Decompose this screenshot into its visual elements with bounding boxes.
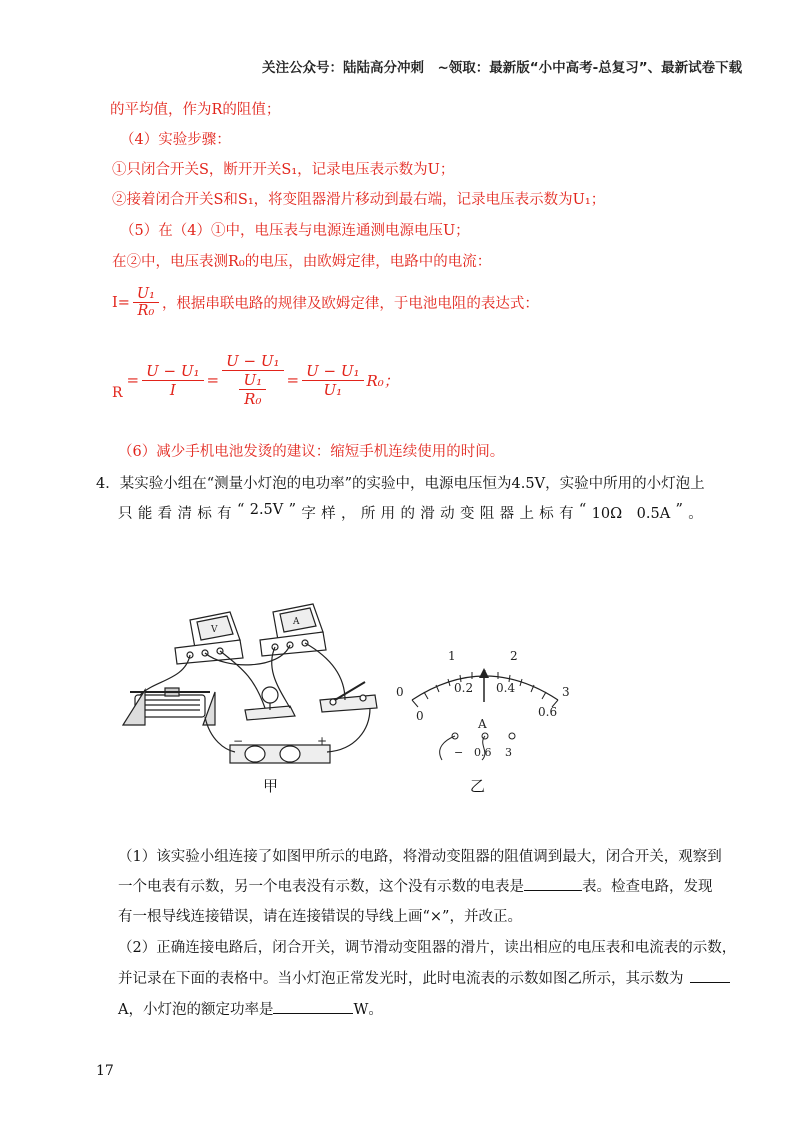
scale-label-top: 2	[510, 649, 518, 663]
fraction-denominator: I	[169, 380, 176, 399]
spread-char: 有	[559, 506, 574, 522]
spread-char: 有	[217, 506, 232, 522]
spread-char: ”	[288, 502, 296, 518]
spread-char: “	[578, 502, 587, 518]
fraction-u1-r0	[133, 286, 159, 319]
fraction-denominator: U₁	[323, 380, 343, 399]
terminal-icon	[509, 733, 515, 739]
fraction-3	[302, 362, 363, 399]
spread-char: 2.5V	[249, 502, 284, 518]
ammeter-icon	[260, 604, 326, 656]
part-2-line-3	[118, 998, 383, 1019]
fraction-numerator: U₁	[239, 371, 266, 390]
spread-char: 样	[321, 506, 336, 522]
text-span: 表。检查电路，发现	[582, 879, 713, 895]
text-line: （5）在（4）①中，电压表与电源连通测电源电压U；	[120, 223, 470, 239]
part-2-line-2	[118, 967, 730, 988]
text-span: 并记录在下面的表格中。当小灯泡正常发光时，此时电流表的示数如图乙所示，其示数为	[118, 971, 684, 987]
spread-char: 能	[137, 506, 153, 522]
page-number: 17	[96, 1063, 114, 1079]
scale-label-bottom: 0.2	[454, 681, 474, 695]
rheostat-icon	[123, 688, 215, 725]
page-header: 关注公众号：陆陆高分冲刺 ~领取：最新版“小中高考-总复习”、最新试卷下载	[262, 60, 743, 76]
text-line: 的平均值，作为R的阻值；	[110, 102, 281, 118]
spread-char: 阻	[479, 506, 495, 522]
equals-sign: =	[126, 371, 140, 389]
terminal-label: 3	[505, 746, 512, 759]
spread-char: 的	[400, 506, 415, 522]
switch-icon	[320, 682, 377, 712]
text-line: （4）实验步骤：	[120, 132, 231, 148]
spread-char: 清	[177, 506, 192, 522]
formula-suffix: ，根据串联电路的规律及欧姆定律，于电池电阻的表达式：	[161, 296, 539, 312]
spread-char: “	[236, 502, 245, 518]
spread-char: 所	[360, 506, 376, 522]
answer-blank[interactable]	[690, 968, 730, 983]
scale-label-top-right: 3	[562, 685, 570, 699]
spread-char: 用	[380, 506, 396, 522]
battery-icon	[230, 734, 330, 763]
fraction-numerator: U − U₁	[142, 362, 203, 381]
spread-char: 。	[688, 506, 703, 522]
spread-char: 变	[459, 506, 475, 522]
fraction-numerator: U₁	[133, 286, 159, 303]
fraction-denominator	[232, 371, 273, 408]
part-2-line-1: （2）正确连接电路后，闭合开关，调节滑动变阻器的滑片，读出相应的电压表和电流表的示数，	[118, 940, 737, 956]
equation-lhs: R	[112, 385, 123, 401]
figure-label-jia: 甲	[263, 777, 279, 795]
spread-char: 字	[301, 506, 316, 522]
question-4-line-1: 4．某实验小组在“测量小灯泡的电功率”的实验中，电源电压恒为4.5V，实验中所用的小灯泡上	[96, 476, 705, 492]
scale-label-bottom-left: 0	[416, 709, 424, 723]
ammeter-label: A	[293, 617, 300, 627]
nested-fraction	[239, 371, 266, 408]
spread-char: 器	[499, 506, 515, 522]
text-span: A，小灯泡的额定功率是	[118, 1002, 274, 1018]
text-line: 在②中，电压表测R₀的电压，由欧姆定律，电路中的电流：	[112, 254, 492, 270]
wire-icon	[440, 736, 455, 760]
scale-arc	[412, 676, 558, 700]
equals-sign: =	[286, 371, 300, 389]
scale-label-top-left: 0	[396, 685, 404, 699]
fraction-denominator: R₀	[137, 303, 155, 319]
scale-label-bottom-right: 0.6	[538, 705, 558, 719]
answer-blank[interactable]	[273, 999, 353, 1014]
formula-prefix: I=	[112, 294, 130, 311]
scale-label-top: 1	[448, 649, 456, 663]
spread-char: 标	[539, 506, 554, 522]
spread-char: 动	[440, 506, 455, 522]
needle-arrow-icon	[479, 668, 489, 678]
meter-unit: A	[478, 717, 487, 731]
text-line: ②接着闭合开关S和S₁，将变阻器滑片移动到最右端，记录电压表示数为U₁；	[112, 192, 606, 208]
fraction-2	[222, 352, 283, 408]
equation-tail: R₀；	[366, 371, 399, 390]
question-4-line-2	[118, 502, 703, 523]
current-formula	[112, 286, 539, 319]
spread-char: 滑	[420, 506, 435, 522]
circuit-figure	[115, 600, 385, 780]
answer-blank[interactable]	[524, 876, 582, 891]
svg-text:+: +	[317, 734, 328, 748]
part-1-line-3: 有一根导线连接错误，请在连接错误的导线上画“×”，并改正。	[118, 909, 522, 925]
fraction-1	[142, 362, 203, 399]
figure-label-yi: 乙	[470, 777, 486, 795]
svg-text:−: −	[233, 734, 244, 748]
ammeter-scale-figure	[390, 640, 590, 770]
text-span: 一个电表有示数，另一个电表没有示数，这个没有示数的电表是	[118, 879, 524, 895]
spread-char: 标	[197, 506, 212, 522]
fraction-numerator: U − U₁	[222, 352, 283, 371]
spread-char: 看	[157, 506, 173, 522]
equals-sign: =	[206, 371, 220, 389]
fraction-denominator: R₀	[244, 390, 262, 408]
spread-char: 上	[519, 506, 534, 522]
text-line: ①只闭合开关S，断开开关S₁，记录电压表示数为U；	[112, 162, 455, 178]
part-1-line-1: （1）该实验小组连接了如图甲所示的电路，将滑动变阻器的阻值调到最大，闭合开关，观察到	[118, 849, 722, 865]
fraction-numerator: U − U₁	[302, 362, 363, 381]
terminal-label: 0.6	[474, 746, 492, 759]
spread-char: ，	[340, 506, 356, 522]
spread-char: 只	[118, 506, 133, 522]
terminal-label: −	[454, 746, 464, 759]
voltmeter-label: V	[211, 625, 218, 635]
spread-char: 10Ω 0.5A	[591, 506, 671, 522]
spread-char: ”	[675, 502, 683, 518]
scale-label-bottom: 0.4	[496, 681, 516, 695]
text-line: （6）减少手机电池发烫的建议：缩短手机连续使用的时间。	[118, 444, 505, 460]
resistance-equation	[112, 352, 399, 408]
part-1-line-2	[118, 875, 713, 896]
text-span: W。	[353, 1002, 383, 1018]
